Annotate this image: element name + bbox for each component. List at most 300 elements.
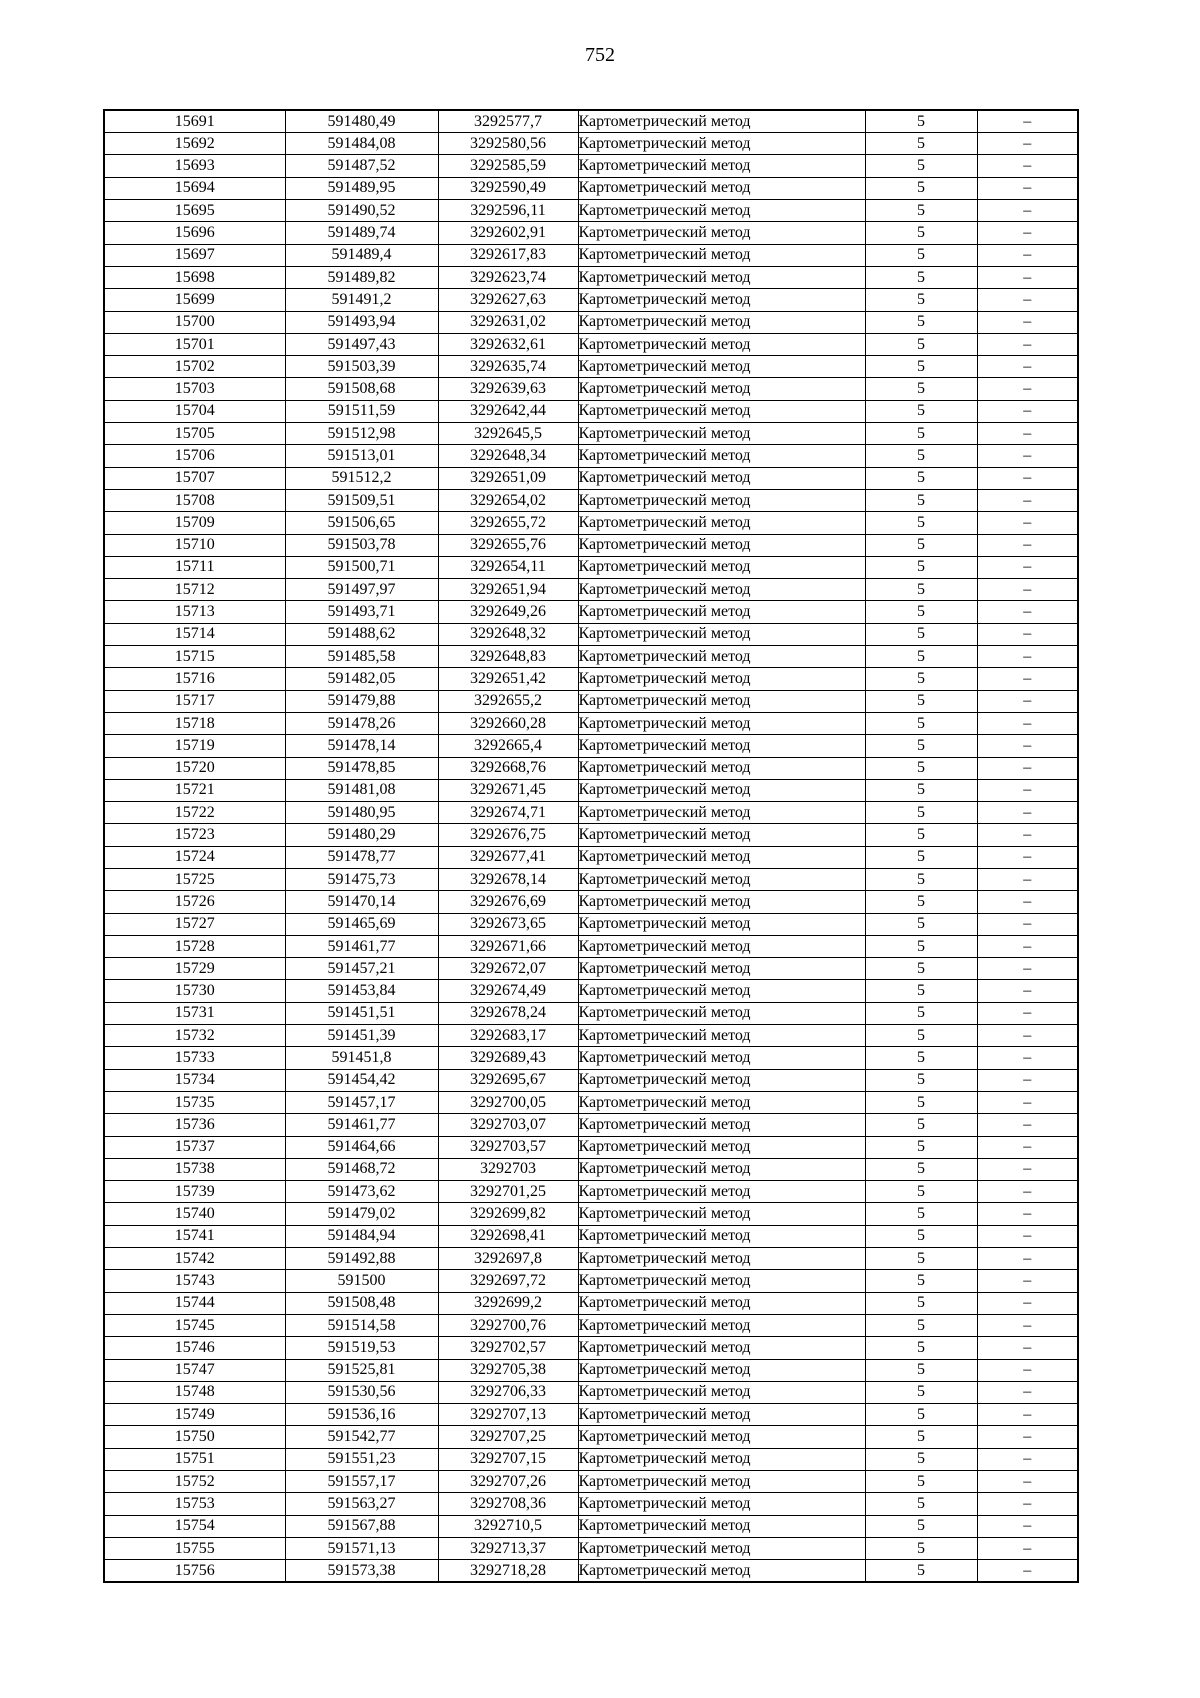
description-cell: – (977, 913, 1078, 935)
point-number-cell: 15718 (104, 712, 285, 734)
x-coordinate-cell: 591519,53 (285, 1337, 438, 1359)
table-row (104, 623, 1078, 645)
table-row (104, 1560, 1078, 1583)
accuracy-cell: 5 (865, 289, 977, 311)
y-coordinate-cell: 3292676,69 (438, 891, 578, 913)
x-coordinate-cell: 591497,97 (285, 579, 438, 601)
table-row (104, 311, 1078, 333)
method-cell: Картометрический метод (578, 1158, 865, 1180)
accuracy-cell: 5 (865, 824, 977, 846)
point-number-cell: 15695 (104, 200, 285, 222)
y-coordinate-cell: 3292673,65 (438, 913, 578, 935)
x-coordinate-cell: 591461,77 (285, 1114, 438, 1136)
point-number-cell: 15731 (104, 1002, 285, 1024)
y-coordinate-cell: 3292695,67 (438, 1069, 578, 1091)
method-cell: Картометрический метод (578, 935, 865, 957)
method-cell: Картометрический метод (578, 623, 865, 645)
table-row (104, 757, 1078, 779)
method-cell: Картометрический метод (578, 1404, 865, 1426)
method-cell: Картометрический метод (578, 868, 865, 890)
y-coordinate-cell: 3292676,75 (438, 824, 578, 846)
table-row (104, 244, 1078, 266)
description-cell: – (977, 1270, 1078, 1292)
x-coordinate-cell: 591465,69 (285, 913, 438, 935)
method-cell: Картометрический метод (578, 1471, 865, 1493)
point-number-cell: 15703 (104, 378, 285, 400)
x-coordinate-cell: 591497,43 (285, 333, 438, 355)
point-number-cell: 15694 (104, 177, 285, 199)
table-row (104, 891, 1078, 913)
accuracy-cell: 5 (865, 333, 977, 355)
description-cell: – (977, 846, 1078, 868)
y-coordinate-cell: 3292698,41 (438, 1225, 578, 1247)
y-coordinate-cell: 3292710,5 (438, 1515, 578, 1537)
table-row (104, 356, 1078, 378)
table-row (104, 1002, 1078, 1024)
accuracy-cell: 5 (865, 1203, 977, 1225)
point-number-cell: 15699 (104, 289, 285, 311)
point-number-cell: 15714 (104, 623, 285, 645)
x-coordinate-cell: 591478,14 (285, 735, 438, 757)
description-cell: – (977, 1181, 1078, 1203)
accuracy-cell: 5 (865, 311, 977, 333)
description-cell: – (977, 1404, 1078, 1426)
point-number-cell: 15756 (104, 1560, 285, 1583)
accuracy-cell: 5 (865, 1493, 977, 1515)
y-coordinate-cell: 3292602,91 (438, 222, 578, 244)
method-cell: Картометрический метод (578, 1537, 865, 1559)
x-coordinate-cell: 591475,73 (285, 868, 438, 890)
y-coordinate-cell: 3292645,5 (438, 423, 578, 445)
accuracy-cell: 5 (865, 1381, 977, 1403)
x-coordinate-cell: 591479,02 (285, 1203, 438, 1225)
x-coordinate-cell: 591493,71 (285, 601, 438, 623)
y-coordinate-cell: 3292699,2 (438, 1292, 578, 1314)
table-row (104, 1114, 1078, 1136)
table-row (104, 1270, 1078, 1292)
y-coordinate-cell: 3292677,41 (438, 846, 578, 868)
description-cell: – (977, 177, 1078, 199)
accuracy-cell: 5 (865, 489, 977, 511)
table-row (104, 534, 1078, 556)
x-coordinate-cell: 591478,26 (285, 712, 438, 734)
y-coordinate-cell: 3292590,49 (438, 177, 578, 199)
description-cell: – (977, 1448, 1078, 1470)
x-coordinate-cell: 591514,58 (285, 1314, 438, 1336)
description-cell: – (977, 378, 1078, 400)
method-cell: Картометрический метод (578, 1270, 865, 1292)
method-cell: Картометрический метод (578, 1426, 865, 1448)
accuracy-cell: 5 (865, 1448, 977, 1470)
accuracy-cell: 5 (865, 1314, 977, 1336)
accuracy-cell: 5 (865, 1537, 977, 1559)
table-row (104, 133, 1078, 155)
table-row (104, 579, 1078, 601)
x-coordinate-cell: 591573,38 (285, 1560, 438, 1583)
point-number-cell: 15706 (104, 445, 285, 467)
method-cell: Картометрический метод (578, 110, 865, 133)
method-cell: Картометрический метод (578, 133, 865, 155)
y-coordinate-cell: 3292671,45 (438, 779, 578, 801)
table-row (104, 1069, 1078, 1091)
accuracy-cell: 5 (865, 1560, 977, 1583)
x-coordinate-cell: 591551,23 (285, 1448, 438, 1470)
point-number-cell: 15751 (104, 1448, 285, 1470)
y-coordinate-cell: 3292665,4 (438, 735, 578, 757)
method-cell: Картометрический метод (578, 333, 865, 355)
table-row (104, 846, 1078, 868)
y-coordinate-cell: 3292703,07 (438, 1114, 578, 1136)
description-cell: – (977, 1025, 1078, 1047)
point-number-cell: 15704 (104, 400, 285, 422)
point-number-cell: 15754 (104, 1515, 285, 1537)
table-row (104, 489, 1078, 511)
x-coordinate-cell: 591489,82 (285, 266, 438, 288)
point-number-cell: 15724 (104, 846, 285, 868)
table-row (104, 712, 1078, 734)
table-row (104, 1426, 1078, 1448)
point-number-cell: 15750 (104, 1426, 285, 1448)
y-coordinate-cell: 3292703,57 (438, 1136, 578, 1158)
accuracy-cell: 5 (865, 200, 977, 222)
description-cell: – (977, 1069, 1078, 1091)
point-number-cell: 15725 (104, 868, 285, 890)
point-number-cell: 15741 (104, 1225, 285, 1247)
x-coordinate-cell: 591489,74 (285, 222, 438, 244)
x-coordinate-cell: 591512,98 (285, 423, 438, 445)
description-cell: – (977, 289, 1078, 311)
point-number-cell: 15702 (104, 356, 285, 378)
table-row (104, 1404, 1078, 1426)
description-cell: – (977, 1248, 1078, 1270)
table-row (104, 1471, 1078, 1493)
x-coordinate-cell: 591500 (285, 1270, 438, 1292)
y-coordinate-cell: 3292678,14 (438, 868, 578, 890)
accuracy-cell: 5 (865, 623, 977, 645)
accuracy-cell: 5 (865, 913, 977, 935)
point-number-cell: 15730 (104, 980, 285, 1002)
accuracy-cell: 5 (865, 266, 977, 288)
accuracy-cell: 5 (865, 958, 977, 980)
description-cell: – (977, 1292, 1078, 1314)
y-coordinate-cell: 3292648,83 (438, 646, 578, 668)
accuracy-cell: 5 (865, 1337, 977, 1359)
y-coordinate-cell: 3292577,7 (438, 110, 578, 133)
method-cell: Картометрический метод (578, 913, 865, 935)
description-cell: – (977, 579, 1078, 601)
point-number-cell: 15738 (104, 1158, 285, 1180)
accuracy-cell: 5 (865, 177, 977, 199)
y-coordinate-cell: 3292623,74 (438, 266, 578, 288)
point-number-cell: 15737 (104, 1136, 285, 1158)
point-number-cell: 15744 (104, 1292, 285, 1314)
description-cell: – (977, 1515, 1078, 1537)
point-number-cell: 15736 (104, 1114, 285, 1136)
description-cell: – (977, 1225, 1078, 1247)
point-number-cell: 15755 (104, 1537, 285, 1559)
x-coordinate-cell: 591491,2 (285, 289, 438, 311)
point-number-cell: 15743 (104, 1270, 285, 1292)
description-cell: – (977, 133, 1078, 155)
table-row (104, 200, 1078, 222)
table-row (104, 1025, 1078, 1047)
table-row (104, 690, 1078, 712)
method-cell: Картометрический метод (578, 712, 865, 734)
point-number-cell: 15709 (104, 512, 285, 534)
method-cell: Картометрический метод (578, 779, 865, 801)
y-coordinate-cell: 3292617,83 (438, 244, 578, 266)
y-coordinate-cell: 3292648,32 (438, 623, 578, 645)
x-coordinate-cell: 591484,94 (285, 1225, 438, 1247)
y-coordinate-cell: 3292642,44 (438, 400, 578, 422)
y-coordinate-cell: 3292700,05 (438, 1091, 578, 1113)
table-row (104, 1181, 1078, 1203)
point-number-cell: 15735 (104, 1091, 285, 1113)
point-number-cell: 15740 (104, 1203, 285, 1225)
x-coordinate-cell: 591508,48 (285, 1292, 438, 1314)
method-cell: Картометрический метод (578, 1560, 865, 1583)
point-number-cell: 15710 (104, 534, 285, 556)
method-cell: Картометрический метод (578, 244, 865, 266)
table-row (104, 601, 1078, 623)
accuracy-cell: 5 (865, 802, 977, 824)
x-coordinate-cell: 591453,84 (285, 980, 438, 1002)
description-cell: – (977, 512, 1078, 534)
method-cell: Картометрический метод (578, 646, 865, 668)
y-coordinate-cell: 3292707,13 (438, 1404, 578, 1426)
accuracy-cell: 5 (865, 445, 977, 467)
accuracy-cell: 5 (865, 1158, 977, 1180)
accuracy-cell: 5 (865, 423, 977, 445)
description-cell: – (977, 891, 1078, 913)
description-cell: – (977, 222, 1078, 244)
x-coordinate-cell: 591461,77 (285, 935, 438, 957)
method-cell: Картометрический метод (578, 579, 865, 601)
y-coordinate-cell: 3292660,28 (438, 712, 578, 734)
description-cell: – (977, 824, 1078, 846)
y-coordinate-cell: 3292708,36 (438, 1493, 578, 1515)
y-coordinate-cell: 3292674,49 (438, 980, 578, 1002)
accuracy-cell: 5 (865, 579, 977, 601)
y-coordinate-cell: 3292672,07 (438, 958, 578, 980)
y-coordinate-cell: 3292707,15 (438, 1448, 578, 1470)
description-cell: – (977, 735, 1078, 757)
x-coordinate-cell: 591451,51 (285, 1002, 438, 1024)
point-number-cell: 15746 (104, 1337, 285, 1359)
description-cell: – (977, 467, 1078, 489)
table-row (104, 1047, 1078, 1069)
description-cell: – (977, 489, 1078, 511)
point-number-cell: 15729 (104, 958, 285, 980)
point-number-cell: 15716 (104, 668, 285, 690)
method-cell: Картометрический метод (578, 1359, 865, 1381)
y-coordinate-cell: 3292702,57 (438, 1337, 578, 1359)
x-coordinate-cell: 591525,81 (285, 1359, 438, 1381)
description-cell: – (977, 1426, 1078, 1448)
x-coordinate-cell: 591482,05 (285, 668, 438, 690)
accuracy-cell: 5 (865, 735, 977, 757)
method-cell: Картометрический метод (578, 489, 865, 511)
x-coordinate-cell: 591530,56 (285, 1381, 438, 1403)
table-row (104, 1515, 1078, 1537)
y-coordinate-cell: 3292707,26 (438, 1471, 578, 1493)
table-row (104, 735, 1078, 757)
table-row (104, 155, 1078, 177)
x-coordinate-cell: 591509,51 (285, 489, 438, 511)
point-number-cell: 15727 (104, 913, 285, 935)
point-number-cell: 15692 (104, 133, 285, 155)
x-coordinate-cell: 591511,59 (285, 400, 438, 422)
method-cell: Картометрический метод (578, 1203, 865, 1225)
table-row (104, 868, 1078, 890)
x-coordinate-cell: 591480,29 (285, 824, 438, 846)
accuracy-cell: 5 (865, 1025, 977, 1047)
accuracy-cell: 5 (865, 1225, 977, 1247)
table-row (104, 222, 1078, 244)
method-cell: Картометрический метод (578, 1493, 865, 1515)
y-coordinate-cell: 3292699,82 (438, 1203, 578, 1225)
description-cell: – (977, 1158, 1078, 1180)
accuracy-cell: 5 (865, 1515, 977, 1537)
description-cell: – (977, 356, 1078, 378)
method-cell: Картометрический метод (578, 757, 865, 779)
method-cell: Картометрический метод (578, 1337, 865, 1359)
y-coordinate-cell: 3292718,28 (438, 1560, 578, 1583)
method-cell: Картометрический метод (578, 980, 865, 1002)
description-cell: – (977, 1136, 1078, 1158)
x-coordinate-cell: 591490,52 (285, 200, 438, 222)
description-cell: – (977, 1114, 1078, 1136)
method-cell: Картометрический метод (578, 601, 865, 623)
table-row (104, 556, 1078, 578)
accuracy-cell: 5 (865, 891, 977, 913)
x-coordinate-cell: 591480,95 (285, 802, 438, 824)
accuracy-cell: 5 (865, 757, 977, 779)
accuracy-cell: 5 (865, 512, 977, 534)
accuracy-cell: 5 (865, 601, 977, 623)
method-cell: Картометрический метод (578, 556, 865, 578)
table-row (104, 1337, 1078, 1359)
point-number-cell: 15717 (104, 690, 285, 712)
y-coordinate-cell: 3292639,63 (438, 378, 578, 400)
description-cell: – (977, 712, 1078, 734)
x-coordinate-cell: 591454,42 (285, 1069, 438, 1091)
point-number-cell: 15749 (104, 1404, 285, 1426)
description-cell: – (977, 244, 1078, 266)
description-cell: – (977, 1337, 1078, 1359)
y-coordinate-cell: 3292651,94 (438, 579, 578, 601)
table-row (104, 1203, 1078, 1225)
point-number-cell: 15728 (104, 935, 285, 957)
point-number-cell: 15715 (104, 646, 285, 668)
accuracy-cell: 5 (865, 110, 977, 133)
y-coordinate-cell: 3292707,25 (438, 1426, 578, 1448)
accuracy-cell: 5 (865, 646, 977, 668)
y-coordinate-cell: 3292700,76 (438, 1314, 578, 1336)
x-coordinate-cell: 591478,77 (285, 846, 438, 868)
description-cell: – (977, 445, 1078, 467)
description-cell: – (977, 1381, 1078, 1403)
x-coordinate-cell: 591500,71 (285, 556, 438, 578)
point-number-cell: 15698 (104, 266, 285, 288)
point-number-cell: 15742 (104, 1248, 285, 1270)
method-cell: Картометрический метод (578, 289, 865, 311)
x-coordinate-cell: 591480,49 (285, 110, 438, 133)
description-cell: – (977, 779, 1078, 801)
description-cell: – (977, 1471, 1078, 1493)
y-coordinate-cell: 3292655,72 (438, 512, 578, 534)
description-cell: – (977, 646, 1078, 668)
y-coordinate-cell: 3292713,37 (438, 1537, 578, 1559)
method-cell: Картометрический метод (578, 668, 865, 690)
table-row (104, 1091, 1078, 1113)
point-number-cell: 15734 (104, 1069, 285, 1091)
x-coordinate-cell: 591571,13 (285, 1537, 438, 1559)
method-cell: Картометрический метод (578, 1002, 865, 1024)
accuracy-cell: 5 (865, 1471, 977, 1493)
y-coordinate-cell: 3292585,59 (438, 155, 578, 177)
x-coordinate-cell: 591557,17 (285, 1471, 438, 1493)
y-coordinate-cell: 3292654,11 (438, 556, 578, 578)
point-number-cell: 15707 (104, 467, 285, 489)
y-coordinate-cell: 3292689,43 (438, 1047, 578, 1069)
table-row (104, 802, 1078, 824)
method-cell: Картометрический метод (578, 846, 865, 868)
description-cell: – (977, 668, 1078, 690)
description-cell: – (977, 1314, 1078, 1336)
description-cell: – (977, 1091, 1078, 1113)
y-coordinate-cell: 3292596,11 (438, 200, 578, 222)
point-number-cell: 15721 (104, 779, 285, 801)
y-coordinate-cell: 3292651,09 (438, 467, 578, 489)
x-coordinate-cell: 591487,52 (285, 155, 438, 177)
description-cell: – (977, 400, 1078, 422)
y-coordinate-cell: 3292631,02 (438, 311, 578, 333)
accuracy-cell: 5 (865, 400, 977, 422)
method-cell: Картометрический метод (578, 690, 865, 712)
y-coordinate-cell: 3292701,25 (438, 1181, 578, 1203)
table-row (104, 333, 1078, 355)
description-cell: – (977, 623, 1078, 645)
point-number-cell: 15732 (104, 1025, 285, 1047)
point-number-cell: 15739 (104, 1181, 285, 1203)
x-coordinate-cell: 591489,95 (285, 177, 438, 199)
point-number-cell: 15745 (104, 1314, 285, 1336)
description-cell: – (977, 155, 1078, 177)
table-row (104, 668, 1078, 690)
table-row (104, 445, 1078, 467)
description-cell: – (977, 1002, 1078, 1024)
method-cell: Картометрический метод (578, 735, 865, 757)
y-coordinate-cell: 3292635,74 (438, 356, 578, 378)
table-row (104, 913, 1078, 935)
accuracy-cell: 5 (865, 1069, 977, 1091)
method-cell: Картометрический метод (578, 200, 865, 222)
coordinates-table (103, 109, 1079, 1583)
point-number-cell: 15712 (104, 579, 285, 601)
x-coordinate-cell: 591473,62 (285, 1181, 438, 1203)
coordinates-table-body (104, 110, 1078, 1582)
method-cell: Картометрический метод (578, 356, 865, 378)
accuracy-cell: 5 (865, 1002, 977, 1024)
table-row (104, 958, 1078, 980)
description-cell: – (977, 935, 1078, 957)
y-coordinate-cell: 3292678,24 (438, 1002, 578, 1024)
point-number-cell: 15752 (104, 1471, 285, 1493)
point-number-cell: 15726 (104, 891, 285, 913)
point-number-cell: 15713 (104, 601, 285, 623)
description-cell: – (977, 868, 1078, 890)
